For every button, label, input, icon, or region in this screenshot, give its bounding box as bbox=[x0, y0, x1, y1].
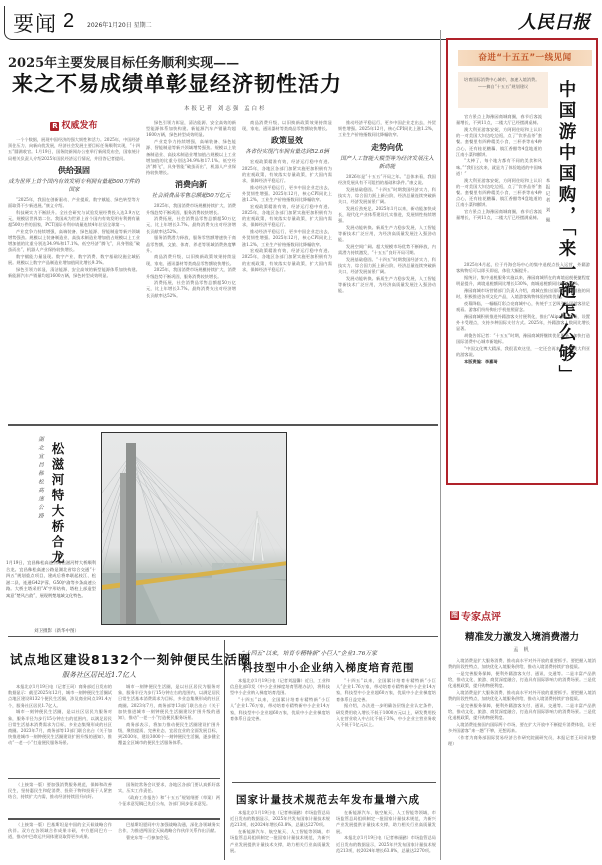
expert-comment-body bbox=[448, 658, 596, 858]
paragraph: 入境消费是扩大服务消费、推动高水平对外开放的重要抓手。要把握入境消费的阶段性特点，加快优化入境服务供给，推动入境消费持续扩容提质。 bbox=[448, 690, 596, 702]
paragraph: 2026年是“十五五”开局之年。“总体来看，我国经济发展具有不可阻挡的基础和条件。”康义说。 bbox=[338, 173, 436, 185]
comment-badge-icon: 图 bbox=[451, 611, 458, 619]
paragraph: 城市一刻钟便民生活圈，是以社区居民为服务对象，服务半径为步行15分钟左右的范围内，以满足居民日常生活基本消费需求为目标，多业态集聚形成的社区商圈。2023年7月，商务部等13部门联合出台《关于加快推进城市一刻钟便民生活圈建设扩围升级的通知》，推动“一老一小”打造便民服务场景。 bbox=[118, 684, 220, 721]
paragraph: 科技硬实力不断跃升。全社会研究与试验发展经费投入达3.9万亿元，规模居世界第二位。我国成为世界上首个国内有效发明专利拥有量超500万件的国家，PCT国际专利申请量连续4年位居全球第一。 bbox=[8, 209, 140, 228]
sme-column-2 bbox=[336, 678, 436, 756]
paragraph: 本报北京1月19日电（记者王珂）商务部近日发布的数据显示：截至2025年12月，城市一刻钟便民生活圈试点地区建设8132个便民生活圈，涉及商业网点191.4万个，服务社区居民1.7亿人。 bbox=[8, 684, 112, 708]
lead-story-column-4 bbox=[338, 120, 436, 410]
section-name: 要闻 bbox=[13, 12, 57, 36]
left-tower bbox=[126, 443, 136, 625]
service-circle-title: 试点地区建设8132个一刻钟便民生活圈 bbox=[10, 652, 252, 667]
divider bbox=[8, 636, 438, 637]
service-circle-column-2 bbox=[118, 684, 220, 772]
service-circle-deck: 服务社区居民近1.7亿人 bbox=[62, 671, 137, 679]
paragraph: “中国文化博大精深，我很喜欢这里，一定还会再来。”来自澳大利亚的游客说。 bbox=[456, 345, 590, 357]
paragraph: 2025年，我国消费市场规模持续扩大，消费升级趋势不断巩固，服务消费较快增长。 bbox=[146, 267, 236, 279]
continued-story-1-column-1 bbox=[8, 782, 112, 814]
paragraph: 发展空间广阔。超大规模市场优势不断释放，内需潜力持续激发，“十五五”良好开局可期。 bbox=[338, 243, 436, 256]
authority-release-label bbox=[8, 122, 140, 131]
metrology-column-1 bbox=[230, 810, 330, 862]
paragraph: 消费拓展，社会消费品零售总额超50万亿元，比上年增长3.7%。最终消费支出对经济增长贡献率达52%。 bbox=[146, 216, 236, 234]
sidebar-body-wide bbox=[456, 262, 590, 480]
column-divider bbox=[224, 640, 225, 860]
lead-story-column-2 bbox=[146, 120, 236, 410]
series-tag: 奋进“十五五”一线见闻 bbox=[458, 50, 592, 66]
authority-release-text: 权威发布 bbox=[61, 121, 98, 132]
policy-quote-source: ——摘自“十五五”规划建议 bbox=[477, 83, 529, 89]
paragraph: 产业竞争力持续增强，高端装备、绿色能源、智能制造等新兴领域增势强劲。规模以上装备制造业、高技术制造业增加值占规模以上工业增加值的比重分别达34.9%和17.1%。低空经济“腾飞”，具身智能“破茧而出”，机器人产业保持较快增长。 bbox=[8, 228, 140, 253]
continued-story-2-column-1 bbox=[8, 822, 112, 862]
page-masthead bbox=[4, 6, 598, 40]
continued-story-1-column-2 bbox=[118, 782, 220, 814]
policy-quote-box bbox=[458, 72, 548, 108]
paragraph: 2025年，我国消费市场规模持续扩大，消费升级趋势不断巩固，服务消费较快增长。 bbox=[146, 203, 236, 215]
section-heading: 走势向优 bbox=[371, 142, 403, 152]
paragraph: 绿色引领力彰显，清洁能源、安全高效的新型能源体系加快构建。新能源汽车产销量均超1600万辆，绿色转型成效明显。 bbox=[146, 120, 236, 138]
section-heading: 政策显效 bbox=[271, 136, 303, 146]
paragraph: 宏观政策精准有效，经济运行稳中有进。2025年，各地区各部门加紧实施更加积极有为的宏观政策，有效落实存量政策，扩大国内需求，保障经济平稳运行。 bbox=[242, 159, 332, 184]
r-badge-icon: R bbox=[52, 122, 58, 130]
service-circle-column-1 bbox=[8, 684, 112, 772]
paragraph: 豫园商城积极推进外籍游客支付便利化，推出“Alipay+”服务，设置外卡受理点，支持多种国际支付方式。2025年，外籍游客人数同比增长显著。 bbox=[456, 313, 590, 332]
paragraph: 据统计，集中退税服务实施以来，豫园商城所在的离境退税便捷程度明显提升，离境退税额同比增长130%，商城退税额同比增长25%。 bbox=[456, 274, 590, 287]
paragraph: （上接第一版）巴基斯坦是中国的全天候战略合作伙伴。双方在各领域合作成果丰硕，中方愿同巴方一道，推动中巴命运共同体建设取得更多成果。 bbox=[8, 822, 112, 840]
photo-caption: 1月19日，宜昌秭松高速公路松滋河特大桥顺利合龙。宜昌秭松高速公路是湖北省综合交通“十四五”规划重点项目，建成后将串联起枝江、松滋二县，连通G42沪蓉、G50沪渝等多条高速公路。大桥主塔采用“A”字形结构，塔柱上部造型寓意“楚风古韵”，展现荆楚地域文化特色。 bbox=[6, 560, 96, 598]
column-divider bbox=[440, 30, 441, 860]
paragraph: 本报北京1月19日电（记者林丽鹂）市场监管总局近日发布的数据显示，2025年共发布国家计量技术规范213项，较2024年增长63.8%，总量达2270项。 bbox=[230, 810, 330, 828]
lead-story-column-1 bbox=[8, 120, 140, 410]
page-number: 2 bbox=[63, 10, 75, 32]
paragraph: 本报北京1月19日电（记者刘温馨）近日，工业和信息化部印发《中小企业梯度培育管理办法》，将科技型中小企业纳入梯度培育范围。 bbox=[230, 678, 330, 696]
paragraph: 商品消费升级，以旧换新政策效果持续显现，家电、通讯器材等类商品零售额较快增长。 bbox=[242, 120, 332, 132]
paragraph: 发展基础稳固。“十四五”时期我国经济实力、科技实力、综合国力跃上新台阶，经济总量连续突破新关口，经济发展前景广阔。 bbox=[338, 256, 436, 275]
paragraph: 《政府工作报告》和“十五五”规划纲要（草案）两个征求意见稿已先后公布，各部门同步征求意见。 bbox=[118, 794, 220, 807]
paragraph: 发展动能转换。新质生产力稳步发展，人工智能等新技术广泛应用，为经济高质量发展注入强劲动能。 bbox=[338, 224, 436, 243]
paragraph: 一是完善服务保障，便利外籍游客支付、通讯、交通等。二是丰富产品供给，推动文化、旅游、商贸深度融合，打造具有国际影响力的消费场景。三是优化退税政策，提升购物便利度。 bbox=[448, 670, 596, 689]
paragraph: 服务消费潜力释放，服务零售额增速快于商品零售额，文旅、体育、养老等领域消费热度攀升。 bbox=[146, 235, 236, 253]
section-deck: 各省份实现汽车拥有量达到52.6辆 bbox=[245, 149, 329, 156]
paragraph: 官方景点上海豫园商城商圈，春节后客流量增长，不到11点，二楼大厅已经摆满桌椅。 bbox=[456, 114, 542, 126]
paragraph: 本报北京1月19日电（记者林丽鹂）市场监管总局近日发布的数据显示，2025年共发布国家计量技术规范213项，较2024年增长63.8%，总量达2270项。 bbox=[336, 835, 436, 853]
sme-column-1 bbox=[230, 678, 330, 756]
lead-story-title: 来之不易成绩单彰显经济韧性活力 bbox=[12, 72, 342, 96]
paragraph: 巴基斯坦愿同中方加强战略沟通，深化各领域务实合作，为推进两国全天候战略合作伙伴关系作出贡献。 bbox=[118, 822, 220, 834]
sme-kicker: “十四五”以来，培育专精特新“小巨人”企业1.76万家 bbox=[242, 651, 377, 657]
metrology-title: 国家计量技术规范去年发布量增六成 bbox=[236, 794, 420, 806]
section-heading: 消费向新 bbox=[175, 180, 207, 190]
paragraph: “太棒了，每个地方都有不同的美食和风味。”“我们这次来，就是为了体验地道的中国味道！” bbox=[456, 158, 542, 176]
paragraph: 产业竞争力持续增强，高端装备、绿色能源、智能制造等新兴领域增势强劲。规模以上装备制造业、高技术制造业增加值占规模以上工业增加值的比重分别达34.9%和17.1%。低空经济“腾飞”，具身智能“破茧而出”，机器人产业保持较快增长。 bbox=[146, 139, 236, 176]
paragraph: （上接第一版）要加强消费服务规范，保障和改善民生，坚持惠民生和促消费、投资于物和投资于人紧密结合，持续扩大内需，推动经济持续回升向好。 bbox=[8, 782, 112, 800]
divider bbox=[8, 818, 220, 820]
section-heading: 供给强固 bbox=[58, 165, 90, 175]
paragraph: 入境消费是扩大服务消费、推动高水平对外开放的重要抓手。要把握入境消费的阶段性特点，加快优化入境服务供给，推动入境消费持续扩容提质。 bbox=[448, 658, 596, 670]
lead-story-byline: 本报记者 刘志强 孟白杉 bbox=[184, 106, 267, 112]
expert-comment-author: 孟 帆 bbox=[513, 647, 531, 653]
left-tower-leg bbox=[120, 473, 126, 625]
paragraph: 在新能源汽车、航空航天、人工智能等领域，市场监管总局组织制定一批国家计量技术规范，为新兴产业发展提供计量技术支撑，助力相关行业高质量发展。 bbox=[336, 810, 436, 834]
paragraph: 宏观政策精准有效，经济运行稳中有进。2025年，各地区各部门加紧实施更加积极有为的宏观政策，有效落实存量政策，扩大国内需求，保障经济平稳运行。 bbox=[242, 203, 332, 228]
paragraph: 推动经济平稳运行，更多中国企业走出去，外贸韧性增强。2025年12月，核心CPI同比上涨1.2%，工业生产价格指数同比降幅收窄。 bbox=[242, 229, 332, 247]
photo-kicker: 湖北宜昌秭松高速公路 bbox=[37, 436, 43, 521]
divider bbox=[8, 778, 220, 779]
policy-quote: 培育国际消费中心城市，加速入境消费。 bbox=[464, 77, 540, 82]
bridge-illustration bbox=[102, 433, 287, 625]
lead-story-column-3 bbox=[242, 120, 332, 410]
editor-credit: 本版责编：李嘉琦 bbox=[464, 358, 498, 364]
section-deck: 成为世界上首个国内有效发明专利拥有量超500万件的国家 bbox=[8, 178, 140, 193]
paragraph: 推动经济平稳运行，更多中国企业走出去，外贸韧性增强。2025年12月，核心CPI同比上涨1.2%，工业生产价格指数同比降幅收窄。 bbox=[338, 120, 436, 138]
paragraph: 据介绍，办法进一步明确各层级企业认定条件，研发费用收入增长不低于1000万元以上，研发费用投入在营业收入中占比不低于3%，中小企业主营业务收入不低于1亿元以上。 bbox=[336, 703, 436, 727]
expert-comment-label-text: 专家点评 bbox=[461, 612, 501, 623]
paragraph: 消费拓展，社会消费品零售总额超50万亿元，比上年增长3.7%。最终消费支出对经济增长贡献率达52%。 bbox=[146, 280, 236, 298]
paragraph: 宏观政策精准有效，经济运行稳中有进。2025年，各地区各部门加紧实施更加积极有为的宏观政策，有效落实存量政策，扩大国内需求，保障经济平稳运行。 bbox=[242, 248, 332, 272]
paragraph: “十四五”以来，全国累计培育专精特新“小巨人”企业1.76万家，带动培育专精特新中小企业14万家，科技型中小企业超60万家，优质中小企业梯度培育体系日益完善。 bbox=[230, 697, 330, 721]
section-deck: 社会消费品零售总额超50万亿元 bbox=[151, 193, 231, 200]
paragraph: 商品消费升级，以旧换新政策效果持续显现，家电、通讯器材等类商品零售额较快增长。 bbox=[146, 254, 236, 266]
right-tower bbox=[252, 511, 264, 561]
paragraph: 曹宪东等一行参加会见。 bbox=[126, 834, 173, 840]
paragraph: （作者为商务部国际贸易经济合作研究院副研究员，本报记者王珂采访整理） bbox=[448, 734, 596, 747]
continued-story-2-column-2 bbox=[118, 822, 220, 862]
expert-comment-label bbox=[450, 608, 598, 623]
paragraph: 在新能源汽车、航空航天、人工智能等领域，市场监管总局组织制定一批国家计量技术规范，为新兴产业发展提供计量技术支撑，助力相关行业高质量发展。 bbox=[230, 829, 330, 853]
paragraph: 2025年4月起，位于丹海会场中心的集中退税点投入运营，外籍游客购物后可以即买即退，体验大幅提升。 bbox=[456, 262, 590, 274]
paragraph: 商务部表示，将加力推动便民生活圈建设扩围升级，聚焦提质、完善业态、宜居宜业的全面发展目标，到2030年，建设3000个一刻钟便民生活圈，逐步健全覆盖全区城市的便民生活服务体系。 bbox=[118, 721, 220, 746]
expert-comment-title: 精准发力激发入境消费潜力 bbox=[464, 632, 579, 643]
sidebar-feature-box bbox=[446, 38, 598, 485]
sidebar-title: 中国游中国购，「来一趟怎么够」 bbox=[556, 80, 576, 387]
paragraph: 官方景点上海豫园商城商圈，春节后客流量增长，不到11点，二楼大厅已经摆满桌椅。 bbox=[456, 209, 542, 221]
paragraph: 绿色引领力彰显，清洁能源、安全高效的新型能源体系加快构建。新能源汽车产销量均超1600万辆，绿色转型成效明显。 bbox=[8, 267, 140, 279]
paragraph: 澳大利亚游客安妮，方阿阿往昭和上认识的一对美国大妇边吃边逛，点了“饮茶品茶”套餐。套餐里有四种精美小食，三杯茶等布4种点心，还有桂花糖藕、镇江香醋等4盘地道的江南小菜和酥饼。 bbox=[456, 177, 542, 208]
sidebar-byline: 本报记者 刘 佩 bbox=[545, 178, 550, 224]
divider bbox=[232, 782, 436, 783]
section-deck: 国产人工智能大模型等为经济发展注入新动能 bbox=[340, 155, 434, 170]
sidebar-body-narrow bbox=[456, 114, 542, 254]
lead-story-kicker: 2025年主要发展目标任务顺利实现—— bbox=[8, 56, 240, 71]
expert-comment bbox=[446, 608, 598, 858]
issue-date: 2026年1月20日 星期二 bbox=[87, 22, 152, 29]
sme-title: 科技型中小企业纳入梯度培育范围 bbox=[242, 662, 415, 674]
paragraph: 发展动能转换。新质生产力稳步发展，人工智能等新技术广泛应用，为经济高质量发展注入强劲动能。 bbox=[338, 275, 436, 294]
paragraph: 数字赋能力量显现。数字产业、数字消费、数字基础设施全域拓展。规模以上数字产品制造业增加值同比增长9.3%。 bbox=[8, 254, 140, 266]
paragraph: 澳大利亚游客安妮，方阿阿往昭和上认识的一对美国大妇边吃边逛，点了“饮茶品茶”套餐。套餐里有四种精美小食，三杯茶等布4种点心，还有桂花糖藕、镇江香醋等4盘地道的江南小菜和酥饼。 bbox=[456, 126, 542, 157]
photo-credit: 刘卫摄影（新华中图） bbox=[34, 629, 79, 634]
photo-title: 松滋河特大桥合龙 bbox=[50, 442, 65, 566]
paragraph: 一是完善服务保障，便利外籍游客支付、通讯、交通等。二是丰富产品供给，推动文化、旅游、商贸深度融合，打造具有国际影响力的消费场景。三是优化退税政策，提升购物便利度。 bbox=[448, 702, 596, 721]
paragraph: 发展基础稳固。“十四五”时期我国经济实力、科技实力、综合国力跃上新台阶，经济总量连续突破新关口，经济发展前景广阔。 bbox=[338, 186, 436, 204]
water-reflection bbox=[142, 577, 287, 625]
paragraph: “2025年，我国在创新驱动、产业提质、数字赋能、绿色转型等方面取得不少新进展。”康义介绍。 bbox=[8, 196, 140, 209]
paragraph: 推动经济平稳运行，更多中国企业走出去，外贸韧性增强。2025年12月，核心CPI同比上涨1.2%，工业生产价格指数同比降幅收窄。 bbox=[242, 184, 332, 203]
paragraph: 胡俊告诉记者：“十五五”时期，豫园商城将继续优化服务，加快打造国际消费中心城市新地标。 bbox=[456, 332, 590, 344]
paragraph: 发展后劲充足。2025年1月以来，新动能加快成长，现代化产业体系建设扎实推进，发展韧性持续增强。 bbox=[338, 205, 436, 224]
bridge-photo bbox=[101, 432, 287, 625]
newspaper-logo: 人民日报 bbox=[518, 12, 590, 33]
lead-intro: 一个个数据，展现中国经济的强大韧性和活力。2025年，中国经济顶住压力、向新向优发展，经济社会发展主要目标任务顺利实现，“十四五”圆满收官。1月19日，国务院新闻办公室举行新闻发布会，国家统计局相关负责人介绍2025年国民经济运行情况，并回答记者提问。 bbox=[8, 137, 140, 161]
paragraph: 夜幕降临，一幅幅灯彩点亮商城中心，传统手工艺吸引外国游客驻足观看。游客们纷纷掏出手机拍照留念。 bbox=[456, 300, 590, 312]
paragraph: 城市一刻钟便民生活圈，是以社区居民为服务对象，服务半径为步行15分钟左右的范围内，以满足居民日常生活基本消费需求为目标，多业态集聚形成的社区商圈。2023年7月，商务部等13部门联合出台《关于加快推进城市一刻钟便民生活圈建设扩围升级的通知》，推动“一老一小”打造便民服务场景。 bbox=[8, 709, 112, 746]
paragraph: 豫园商城市场营销部门负责人介绍，商城在推出国际化服务措施的同时，积极推进各项文化产品，入境游客购物体验持续优化。 bbox=[456, 287, 590, 300]
metrology-column-2 bbox=[336, 810, 436, 862]
divider bbox=[8, 424, 438, 426]
paragraph: 国务院常务会议要求，各地区各部门要认真抓好落实，压实工作责任。 bbox=[118, 782, 220, 794]
paragraph: “十四五”以来，全国累计培育专精特新“小巨人”企业1.76万家，带动培育专精特新中小企业14万家，科技型中小企业超60万家，优质中小企业梯度培育体系日益完善。 bbox=[336, 678, 436, 702]
paragraph: 入境消费连接国内国际两个市场，要在扩大开放中不断提升消费体验，让更多外国游客“来一趟”不够，还想再来。 bbox=[448, 722, 596, 734]
